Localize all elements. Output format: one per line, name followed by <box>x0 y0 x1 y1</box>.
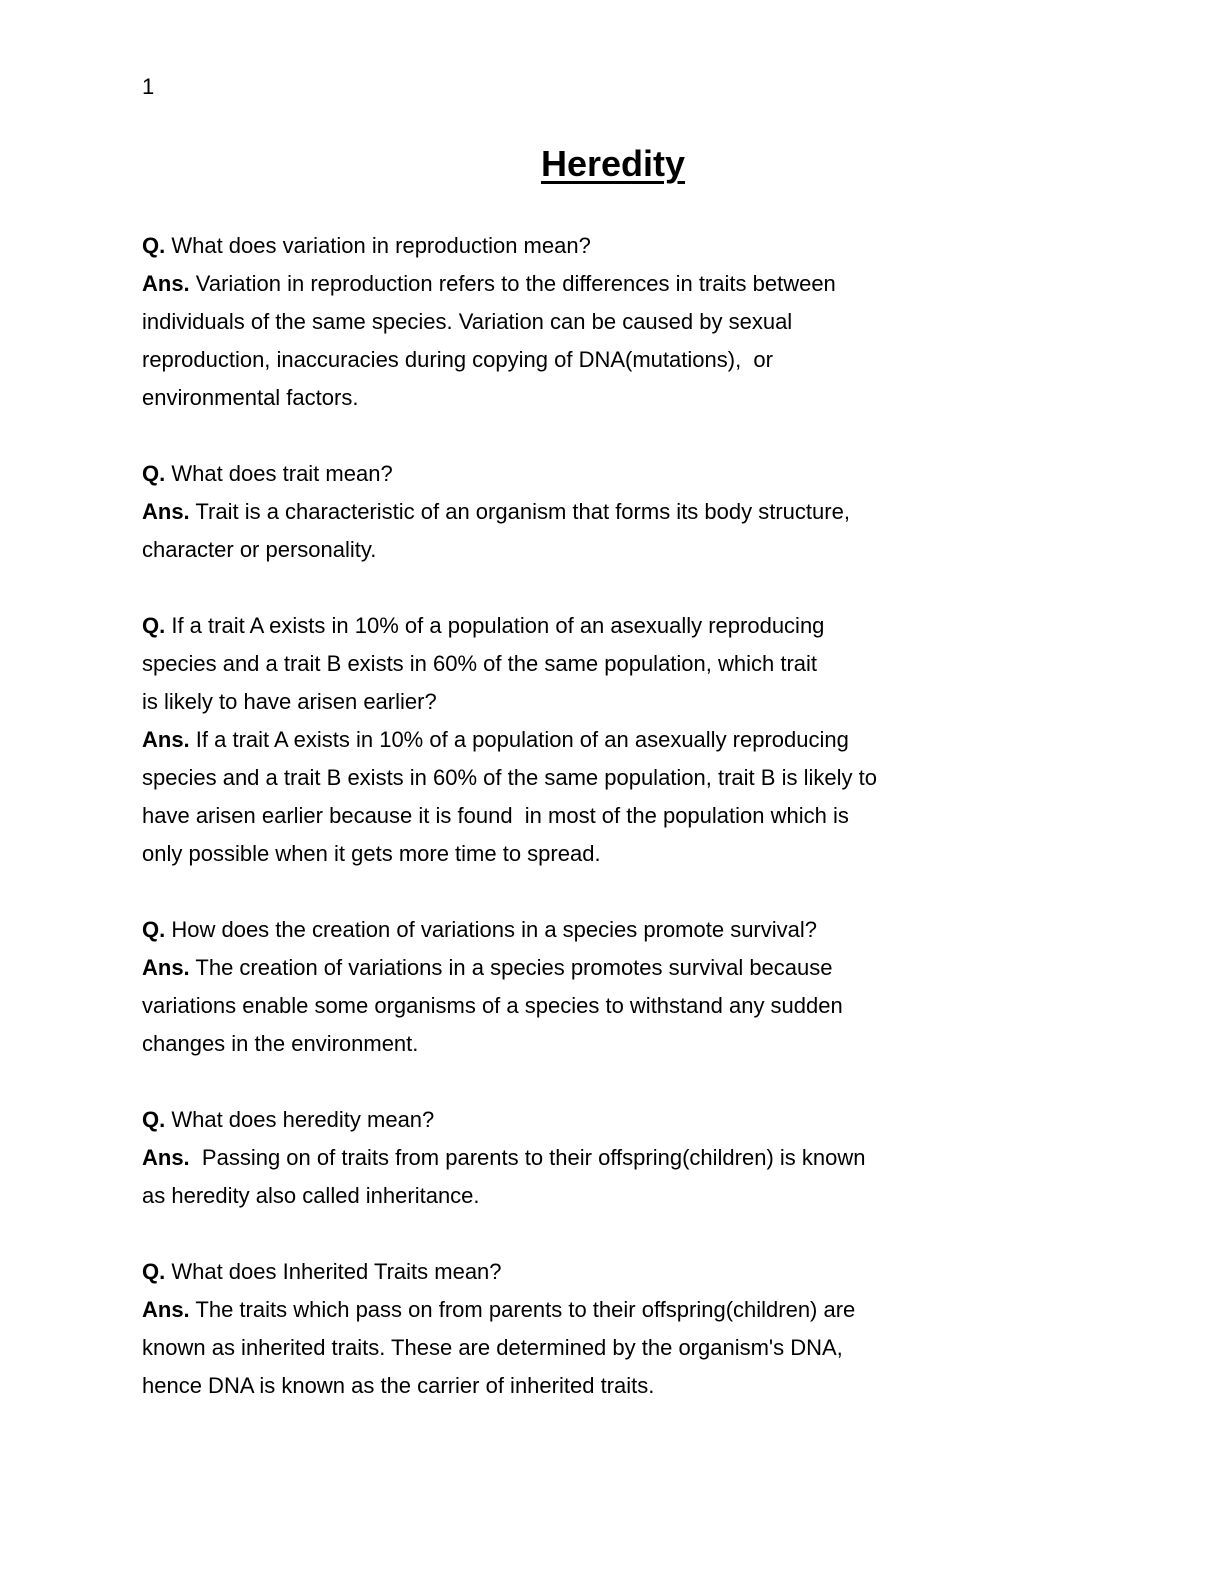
question-text: What does heredity mean? <box>165 1107 435 1132</box>
question-line <box>142 227 1084 265</box>
answer-text: character or personality. <box>142 537 377 562</box>
answer-line <box>142 531 1084 569</box>
answer-line <box>142 341 1084 379</box>
answer-label: Ans. <box>142 1145 190 1170</box>
answer-label: Ans. <box>142 1297 190 1322</box>
answer-text: The traits which pass on from parents to their offspring(children) are <box>189 1297 856 1322</box>
qa-paragraph <box>142 911 1084 1063</box>
answer-text: hence DNA is known as the carrier of inherited traits. <box>142 1373 655 1398</box>
qa-paragraph <box>142 227 1084 417</box>
question-text: What does Inherited Traits mean? <box>165 1259 502 1284</box>
answer-label: Ans. <box>142 499 190 524</box>
question-line <box>142 645 1084 683</box>
question-text: What does variation in reproduction mean? <box>165 233 591 258</box>
answer-text: variations enable some organisms of a species to withstand any sudden <box>142 993 843 1018</box>
answer-line <box>142 1177 1084 1215</box>
answer-line <box>142 949 1084 987</box>
question-text: How does the creation of variations in a species promote survival? <box>165 917 818 942</box>
qa-paragraph <box>142 455 1084 569</box>
answer-text: known as inherited traits. These are determined by the organism's DNA, <box>142 1335 843 1360</box>
answer-text: individuals of the same species. Variation can be caused by sexual <box>142 309 793 334</box>
question-text: If a trait A exists in 10% of a population of an asexually reproducing <box>165 613 825 638</box>
question-text: What does trait mean? <box>165 461 393 486</box>
question-label: Q. <box>142 917 166 942</box>
page-number: 1 <box>142 74 155 99</box>
qa-paragraph <box>142 1101 1084 1215</box>
question-line <box>142 455 1084 493</box>
answer-line <box>142 1025 1084 1063</box>
qa-paragraph <box>142 1253 1084 1405</box>
answer-line <box>142 797 1084 835</box>
answer-text: reproduction, inaccuracies during copying of DNA(mutations), or <box>142 347 773 372</box>
answer-line <box>142 303 1084 341</box>
answer-text: only possible when it gets more time to spread. <box>142 841 601 866</box>
answer-line <box>142 987 1084 1025</box>
page-title-text: Heredity <box>540 143 686 184</box>
question-label: Q. <box>142 1259 166 1284</box>
answer-text: changes in the environment. <box>142 1031 419 1056</box>
question-line <box>142 683 1084 721</box>
question-line <box>142 1101 1084 1139</box>
answer-label: Ans. <box>142 271 190 296</box>
qa-list <box>142 227 1084 1405</box>
qa-paragraph <box>142 607 1084 873</box>
question-line <box>142 607 1084 645</box>
question-text: species and a trait B exists in 60% of the same population, which trait <box>142 651 818 676</box>
question-text: is likely to have arisen earlier? <box>142 689 437 714</box>
answer-text: Variation in reproduction refers to the differences in traits between <box>189 271 836 296</box>
question-label: Q. <box>142 613 166 638</box>
answer-label: Ans. <box>142 955 190 980</box>
question-label: Q. <box>142 461 166 486</box>
answer-line <box>142 1139 1084 1177</box>
answer-label: Ans. <box>142 727 190 752</box>
answer-text: environmental factors. <box>142 385 359 410</box>
answer-line <box>142 721 1084 759</box>
answer-line <box>142 1329 1084 1367</box>
answer-line <box>142 1367 1084 1405</box>
answer-text: species and a trait B exists in 60% of the same population, trait B is likely to <box>142 765 877 790</box>
question-label: Q. <box>142 233 166 258</box>
answer-text: have arisen earlier because it is found in most of the population which is <box>142 803 849 828</box>
question-label: Q. <box>142 1107 166 1132</box>
question-line <box>142 911 1084 949</box>
page-title <box>142 143 1084 185</box>
answer-text: as heredity also called inheritance. <box>142 1183 480 1208</box>
answer-line <box>142 493 1084 531</box>
answer-line <box>142 759 1084 797</box>
answer-text: Passing on of traits from parents to their offspring(children) is known <box>189 1145 866 1170</box>
answer-line <box>142 379 1084 417</box>
answer-line <box>142 1291 1084 1329</box>
answer-line <box>142 835 1084 873</box>
answer-text: If a trait A exists in 10% of a population of an asexually reproducing <box>189 727 849 752</box>
answer-text: Trait is a characteristic of an organism that forms its body structure, <box>189 499 850 524</box>
question-line <box>142 1253 1084 1291</box>
answer-line <box>142 265 1084 303</box>
answer-text: The creation of variations in a species promotes survival because <box>189 955 833 980</box>
